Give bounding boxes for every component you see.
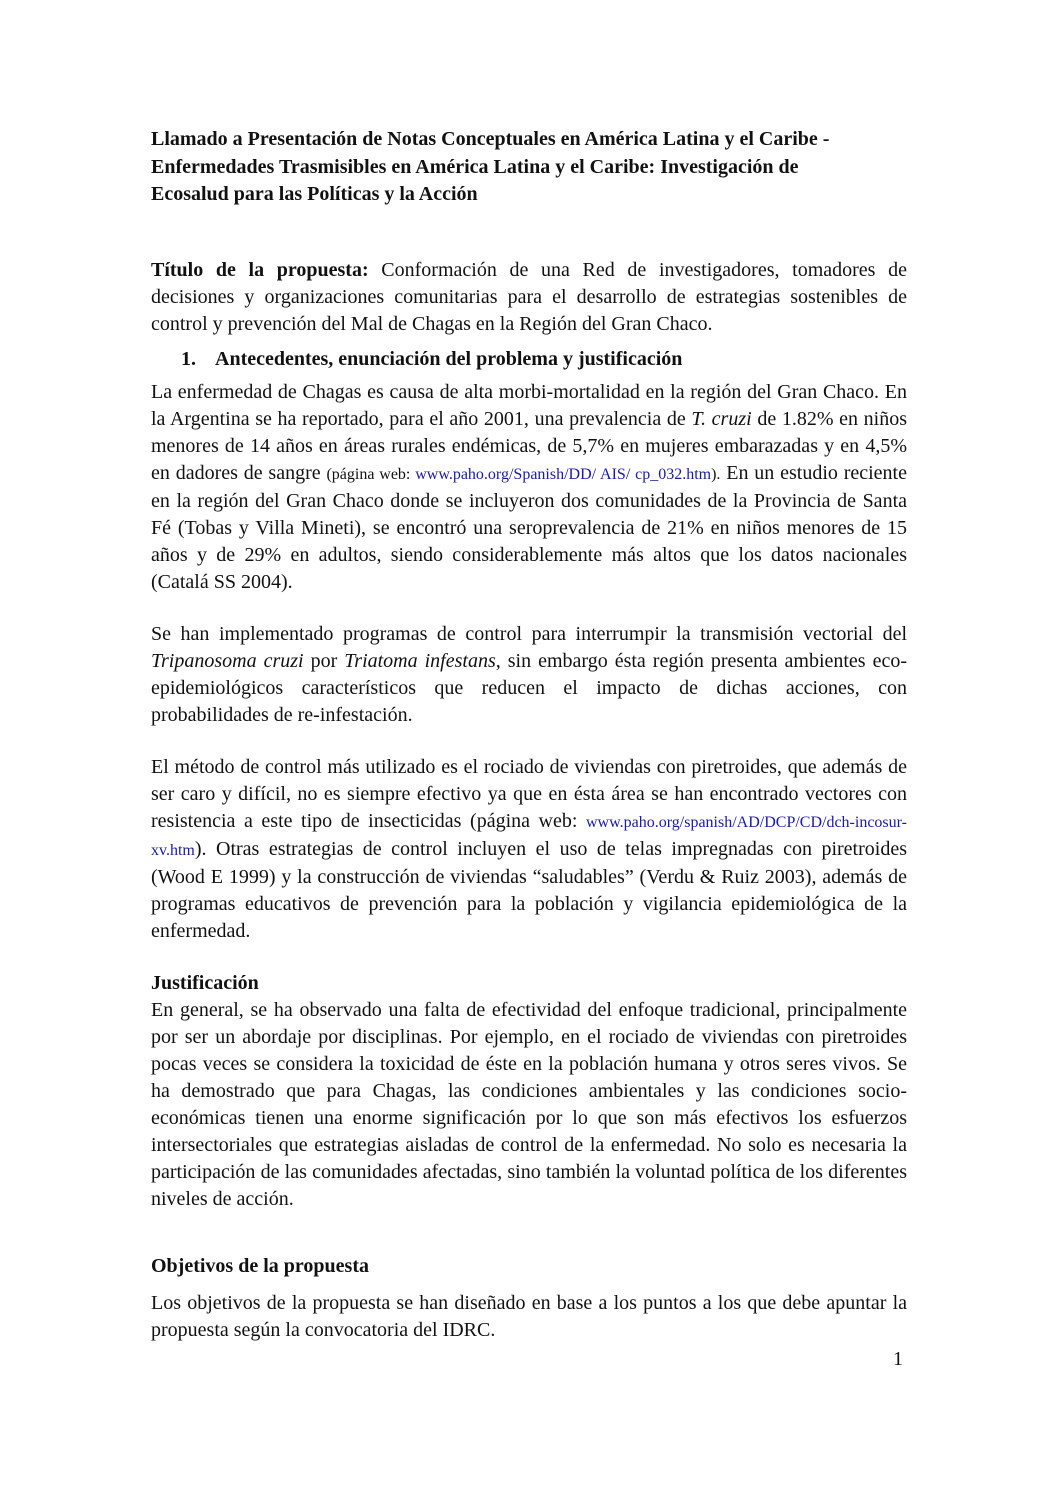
text-run: de 1.82% en niños menores de 14 años en áreas rurales endémicas, de 5,7% en mujeres embarazadas y en 4,5% en dadores de sangre [151,407,907,484]
heading-justificacion: Justificación [151,971,259,994]
species-name: T. cruzi [691,407,752,430]
species-name: Tripanosoma cruzi [151,649,304,672]
paho-link[interactable]: www.paho.org/Spanish/DD/ AIS/ cp_032.htm [415,465,712,483]
proposal-label: Título de la propuesta: [151,258,369,281]
paragraph-control-programs [151,621,907,729]
title-line: Llamado a Presentación de Notas Conceptuales en América Latina y el Caribe - [151,128,830,150]
species-name: Triatoma infestans [344,649,496,672]
section-number: 1. [181,347,196,370]
proposal-text: Conformación de una Red de investigadores, tomadores de decisiones y organizaciones comunitarias para el desarrollo de estrategias sostenibles de control y prevención del Mal de Chagas en la Región del Gran Chaco. [151,258,907,335]
proposal-title-paragraph [151,257,907,338]
paragraph-control-method [151,754,907,945]
text-run: ). Otras estrategias de control incluyen el uso de telas impregnadas con piretroides (Wood E 1999) y la construcción de viviendas “saludables” (Verdu & Ruiz 2003), además de programas educativos de prevención para la población y vigilancia epidemiológica de la enfermedad. [151,837,907,942]
title-line: Ecosalud para las Políticas y la Acción [151,183,478,205]
title-line: Enfermedades Trasmisibles en América Latina y el Caribe: Investigación de [151,155,799,178]
document-title [151,126,907,209]
paragraph-chagas-prevalence [151,379,907,596]
paragraph-justificacion: En general, se ha observado una falta de efectividad del enfoque tradicional, principalmente por ser un abordaje por disciplinas. Por ejemplo, en el rociado de viviendas con piretroides pocas veces se considera la toxicidad de éste en la población humana y otros seres vivos. Se ha demostrado que para Chagas, las condiciones ambientales y las condiciones socio-económicas tienen una enorme significación por lo que son más efectivos los esfuerzos intersectoriales que estrategias aisladas de control de la enfermedad. No solo es necesaria la participación de las comunidades afectadas, sino también la voluntad política de los diferentes niveles de acción. [151,998,907,1210]
section-heading-antecedentes [151,346,907,373]
text-run: por [303,649,345,672]
page-number: 1 [893,1348,903,1370]
paragraph-objetivos: Los objetivos de la propuesta se han diseñado en base a los puntos a los que debe apuntar la propuesta según la convocatoria del IDRC. [151,1291,907,1341]
text-run: En un estudio reciente en la región del Gran Chaco donde se incluyeron dos comunidades de la Provincia de Santa Fé (Tobas y Villa Mineti), se encontró una seroprevalencia de 21% en niños menores de 15 años y de 29% en adultos, siendo considerablemente más altos que los datos nacionales (Catalá SS 2004). [151,461,907,593]
text-run: ). [711,465,721,483]
text-run: La enfermedad de Chagas es causa de alta morbi-mortalidad en la región del Gran Chaco. En la Argentina se ha reportado, para el año 2001, una prevalencia de [151,380,907,430]
section-heading-text: Antecedentes, enunciación del problema y justificación [215,347,683,370]
heading-objetivos: Objetivos de la propuesta [151,1254,369,1277]
text-run: Se han implementado programas de control para interrumpir la transmisión vectorial del [151,622,907,645]
text-run: El método de control más utilizado es el rociado de viviendas con piretroides, que además de ser caro y difícil, no es siempre efectivo ya que en ésta área se han encontrado vectores con resistencia a este tipo de insecticidas (página web: [151,755,907,832]
text-run: , sin embargo ésta región presenta ambientes eco-epidemiológicos característicos que reducen el impacto de dichas acciones, con probabilidades de re-infestación. [151,649,908,726]
paho-incosur-link[interactable]: www.paho.org/spanish/AD/DCP/CD/dch-incosur-xv.htm [151,813,907,859]
text-run: (página web: [326,465,416,483]
document-page [151,126,907,1344]
